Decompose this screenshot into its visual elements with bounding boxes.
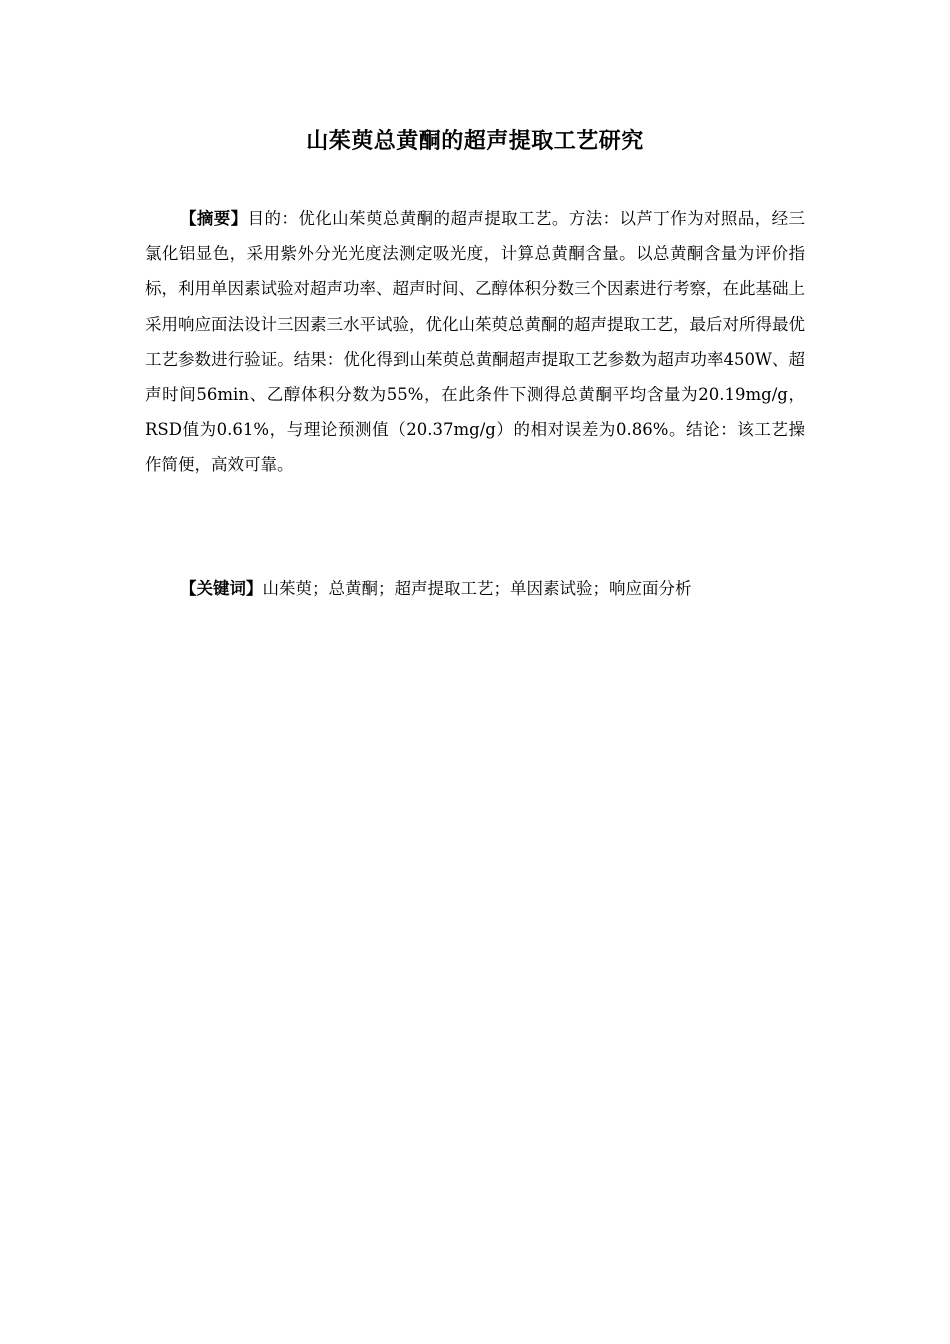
abstract-label: 【摘要】 <box>180 209 248 228</box>
keywords-label: 【关键词】 <box>180 579 263 598</box>
keywords-paragraph <box>145 571 805 606</box>
abstract-paragraph <box>145 201 805 483</box>
keywords-text: 山茱萸；总黄酮；超声提取工艺；单因素试验；响应面分析 <box>262 579 692 598</box>
abstract-text: 目的：优化山茱萸总黄酮的超声提取工艺。方法：以芦丁作为对照品，经三氯化铝显色，采用紫外分光光度法测定吸光度，计算总黄酮含量。以总黄酮含量为评价指标，利用单因素试验对超声功率、超声时间、乙醇体积分数三个因素进行考察，在此基础上采用响应面法设计三因素三水平试验，优化山茱萸总黄酮的超声提取工艺，最后对所得最优工艺参数进行验证。结果：优化得到山茱萸总黄酮超声提取工艺参数为超声功率450W、超声时间56min、乙醇体积分数为55%，在此条件下测得总黄酮平均含量为20.19mg/g，RSD值为0.61%，与理论预测值（20.37mg/g）的相对误差为0.86%。结论：该工艺操作简便，高效可靠。 <box>145 209 806 475</box>
paper-title: 山茱萸总黄酮的超声提取工艺研究 <box>306 129 644 154</box>
